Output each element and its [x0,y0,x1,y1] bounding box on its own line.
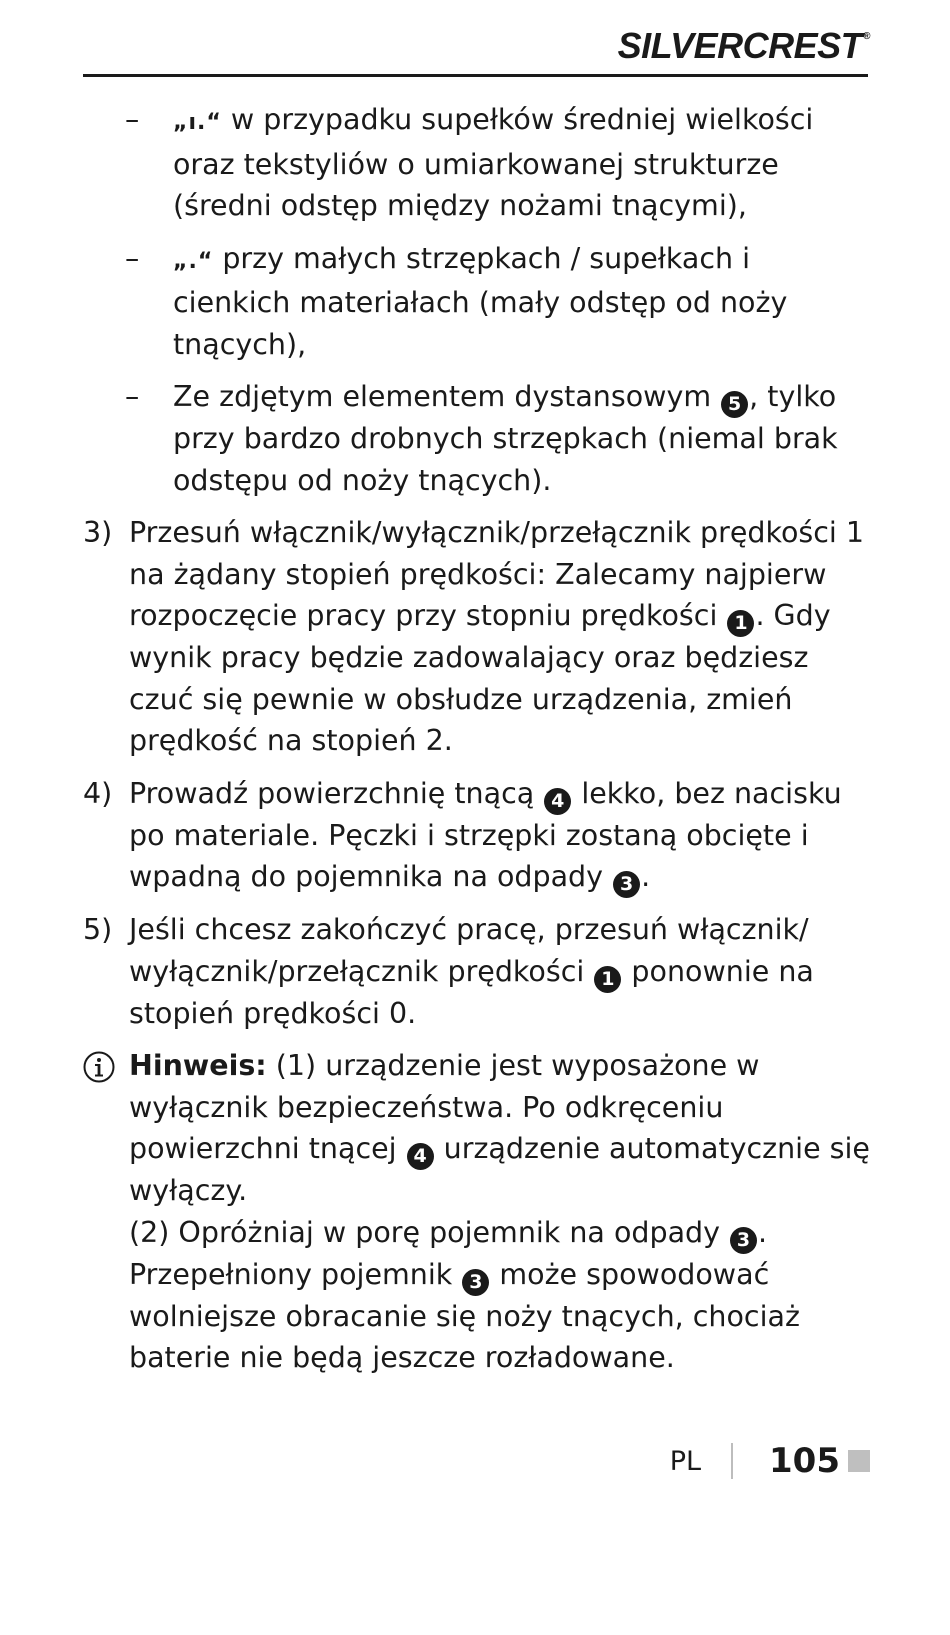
step-number: 3) [83,516,113,549]
page-marker-square [848,1450,870,1472]
list-item-text: przy małych strzępkach / supełkach i cienkich materiałach (mały odstęp od noży tnących), [173,241,788,361]
step-text: Jeśli chcesz zakończyć pracę, przesuń włącznik/ wyłącznik/przełącznik prędkości [129,913,809,988]
note-label: Hinweis: [129,1049,267,1082]
step-text: lekko, bez nacisku po materiale. Pęczki i strzępki zostaną obcięte i wpadną do pojemnika na odpady [129,776,842,893]
note-text: urządzenie automatycznie się wyłączy. [129,1132,870,1207]
step-item [83,773,873,899]
part-number-badge: 1 [727,610,754,637]
brand-logo: SILVERCREST® [617,25,870,66]
part-number-badge: 1 [594,966,621,993]
part-number-badge: 3 [613,871,640,898]
list-item [83,376,873,501]
step-number: 5) [83,913,113,946]
step-item [83,512,873,762]
step-text: ponownie na stopień prędkości 0. [129,954,814,1030]
note-block [83,1045,873,1379]
note-text: może spowodować wolniejsze obracanie się noży tnących, chociaż baterie nie będą jeszcze rozładowane. [129,1257,800,1374]
step-number: 4) [83,776,113,810]
list-item [83,238,873,366]
part-number-badge: 3 [730,1227,757,1254]
header-rule [83,74,868,77]
note-text: (1) urządzenie jest wyposażone w wyłącznik bezpieczeństwa. Po odkręceniu powierzchni tnącej [129,1049,760,1165]
language-code: PL [669,1445,702,1477]
dash-marker: – [125,380,140,413]
page-number: 105 [769,1441,840,1481]
dash-marker: – [125,103,140,136]
list-item-text: Ze zdjętym elementem dystansowym [173,380,721,413]
step-text: Prowadź powierzchnię tnącą [129,776,544,810]
note-text: . Przepełniony pojemnik [129,1215,768,1291]
page-footer [670,1436,870,1486]
step-text: . Gdy wynik pracy będzie zadowalający oraz będziesz czuć się pewnie w obsłudze urządzenia, zmień prędkość na stopień 2. [129,599,831,757]
step-item [83,909,873,1034]
footer-divider [731,1443,733,1479]
info-icon [83,1051,115,1083]
part-number-badge: 5 [721,391,748,418]
list-item-text: w przypadku supełków średniej wielkości oraz tekstyliów o umiarkowanej strukturze (średni odstęp między nożami tnącymi), [173,103,814,222]
part-number-badge: 4 [407,1143,434,1170]
step-text: . [641,860,651,893]
distance-symbol: „ı.“ [173,110,222,135]
dash-marker: – [125,241,140,275]
part-number-badge: 4 [544,788,571,815]
note-text: (2) Opróżniaj w porę pojemnik na odpady [129,1215,730,1249]
page-content [83,99,873,1379]
list-item [83,99,873,227]
step-text: Przesuń włącznik/wyłącznik/przełącznik prędkości 1 na żądany stopień prędkości: Zalecamy najpierw rozpoczęcie pracy przy stopniu prędkości [129,516,865,632]
distance-symbol: „.“ [173,248,214,274]
list-item-text: , tylko przy bardzo drobnych strzępkach (niemal brak odstępu od noży tnących). [173,380,838,497]
part-number-badge: 3 [462,1269,489,1296]
